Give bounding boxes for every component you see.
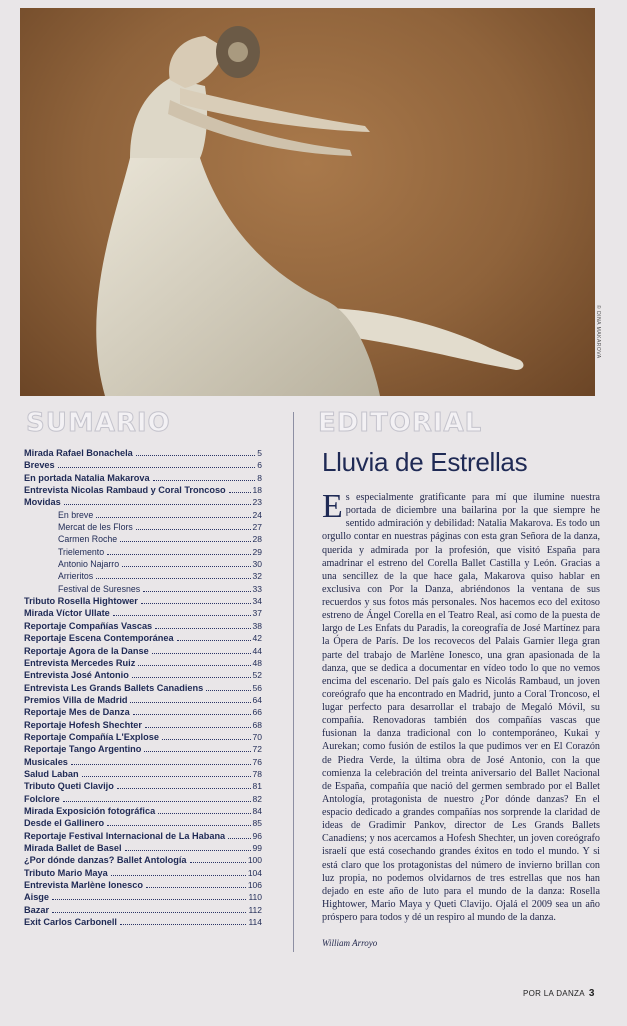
toc-leader-dots: [96, 578, 250, 579]
editorial-text: s especialmente gratificante para mí que ilumine nuestra portada de diciembre una bailarina por la que siempre he sentido admiración y debilidad: Natalia Makarova. Es todo un orgullo contar en nuestras páginas con esta gran Señora de la danza, querida y admirada por la profesión, que visitó España para amadrinar el estreno del Corella Ballet Castilla y León. Gracias a una sencillez de la que hace gala, Makarova quiso hablar en exclusiva con Por la Danza, abriéndonos la ventana de sus recuerdos y sus fotos más personales. Nos hacemos eco del exitoso estreno de Ángel Corella en el Teatro Real, así como de la puesta de largo de Les Enfats du Paradis, la coreografía de José Martínez para la Ópera de París. De los recovecos del Palais Garnier llega gran parte del trabajo de Marlène Ionesco, una gran apasionada de la danza, que se dedica a documentar en vídeo todo lo que no vemos encima del escenario. Del país galo es Nicolás Rambaud, un joven coreógrafo que ha encontrado en Madrid, junto a Coral Troncoso, el lugar perfecto para desarrollar el trabajo de Megaló Móvil, su compañía. Renovadoras también dos compañías vascas que fusionan la danza tradicional con lo contemporáneo, Kukai y Aurekan; como fusión de estilos la que pudimos ver en El Corazón de Piedra Verde, la última obra de José Antonio, con la que comienza la celebración del treinta aniversario del Ballet Nacional de España, compañía que nació del germen sembrado por el Ballet Antología, protagonista de nuestro ¿Por dónde danzas? En el espacio dedicado a grandes compañías nos sorprende la claridad de ideas de Gradimir Pankov, director de Les Grands Ballets Canadiens; y nos acercamos a Hofesh Shechter, un joven coreógrafo israelí que está cosechando grandes éxitos en todo el mundo. Y si está claro que los protagonistas del número de invierno brillan con luz propia, no podemos olvidarnos de tres estrellas que nos han dejado en este año de luto para el mundo de la danza: Rosella Hightower, Mario Maya y Queti Clavijo. Ojalá el 2009 sea un año próspero para todos y dé un respiro al mundo de la danza.: [322, 492, 600, 923]
toc-leader-dots: [52, 899, 246, 900]
toc-entry: [24, 916, 262, 928]
editorial-heading: EDITORIAL: [318, 408, 483, 438]
toc-entry: [24, 632, 262, 644]
cover-photo: [20, 8, 595, 396]
toc-entry: [24, 706, 262, 718]
toc-entry-label: Reportaje Tango Argentino: [24, 744, 142, 755]
sumario-heading: SUMARIO: [26, 408, 171, 438]
toc-entry-label: Reportaje Compañía L'Explose: [24, 731, 159, 742]
toc-entry-page: 104: [247, 867, 262, 878]
toc-entry: [24, 756, 262, 768]
toc-leader-dots: [120, 541, 250, 542]
toc-entry-page: 5: [257, 448, 262, 458]
editorial-body: [322, 488, 600, 924]
toc-leader-dots: [120, 924, 247, 925]
toc-entry: [24, 904, 262, 916]
toc-entry: [24, 854, 262, 866]
toc-entry-page: 38: [252, 620, 262, 631]
toc-leader-dots: [162, 739, 251, 740]
toc-entry: [24, 743, 262, 755]
toc-entry-label: Mirada Exposición fotográfica: [24, 805, 156, 816]
toc-entry-page: 68: [252, 719, 262, 730]
toc-entry-page: 81: [252, 781, 262, 792]
toc-entry: [24, 694, 262, 706]
toc-entry-page: 72: [252, 744, 262, 755]
toc-entry: [24, 879, 262, 891]
toc-entry: [24, 595, 262, 607]
toc-entry-page: 33: [252, 583, 262, 594]
toc-entry: [24, 719, 262, 731]
toc-entry-label: Mercat de les Flors: [58, 522, 133, 533]
toc-entry-label: Mirada Rafael Bonachela: [24, 448, 133, 458]
toc-leader-dots: [141, 603, 251, 604]
toc-entry-page: 66: [252, 707, 262, 718]
toc-leader-dots: [107, 554, 250, 555]
toc-entry: [24, 509, 262, 521]
toc-leader-dots: [145, 727, 251, 728]
toc-entry-label: Entrevista Nicolas Rambaud y Coral Troncoso: [24, 485, 226, 496]
toc-entry: [24, 731, 262, 743]
toc-leader-dots: [133, 714, 251, 715]
toc-leader-dots: [63, 801, 251, 802]
toc-entry-page: 6: [257, 460, 262, 471]
toc-leader-dots: [71, 764, 251, 765]
column-divider: [293, 412, 294, 952]
toc-leader-dots: [152, 653, 251, 654]
page-footer: [523, 988, 595, 999]
toc-leader-dots: [206, 690, 250, 691]
toc-entry-page: 100: [247, 855, 262, 866]
toc-leader-dots: [130, 702, 250, 703]
toc-entry-label: Tributo Rosella Hightower: [24, 596, 138, 607]
toc-entry-label: Arrieritos: [58, 571, 94, 582]
toc-entry: [24, 620, 262, 632]
toc-leader-dots: [158, 813, 250, 814]
toc-entry: [24, 891, 262, 903]
toc-entry: [24, 682, 262, 694]
toc-entry-page: 85: [252, 818, 262, 829]
toc-entry-page: 44: [252, 645, 262, 656]
toc-entry-label: ¿Por dónde danzas? Ballet Antología: [24, 855, 187, 866]
toc-leader-dots: [125, 850, 251, 851]
toc-entry-label: Entrevista José Antonio: [24, 670, 129, 681]
toc-leader-dots: [136, 529, 251, 530]
drop-cap: E: [322, 488, 343, 525]
toc-leader-dots: [190, 862, 246, 863]
toc-entry: [24, 657, 262, 669]
toc-entry-page: 78: [252, 768, 262, 779]
toc-leader-dots: [229, 492, 251, 493]
toc-entry: [24, 533, 262, 545]
toc-entry-label: Reportaje Festival Internacional de La Habana: [24, 830, 226, 841]
toc-leader-dots: [153, 480, 256, 481]
toc-entry-page: 110: [248, 892, 262, 903]
toc-entry-label: Entrevista Marlène Ionesco: [24, 880, 143, 891]
toc-leader-dots: [58, 467, 256, 468]
toc-entry: [24, 521, 262, 533]
toc-entry: [24, 645, 262, 657]
toc-leader-dots: [138, 665, 250, 666]
toc-entry-page: 42: [252, 633, 262, 644]
toc-entry-label: Mirada Ballet de Basel: [24, 843, 122, 853]
toc-entry-page: 76: [252, 756, 262, 767]
toc-leader-dots: [52, 912, 246, 913]
toc-entry-page: 64: [252, 694, 262, 705]
toc-entry-page: 8: [257, 472, 262, 483]
toc-leader-dots: [132, 677, 251, 678]
toc-entry-label: Breves: [24, 460, 55, 471]
toc-entry-label: Reportaje Agora de la Danse: [24, 645, 149, 656]
toc-entry: [24, 570, 262, 582]
toc-entry-label: Tributo Mario Maya: [24, 867, 108, 878]
toc-entry-label: Tributo Queti Clavijo: [24, 781, 114, 792]
toc-entry-label: Trielemento: [58, 546, 105, 557]
toc-leader-dots: [136, 455, 256, 456]
toc-entry-label: En breve: [58, 509, 94, 520]
toc-leader-dots: [144, 751, 250, 752]
toc-entry-label: Movidas: [24, 497, 61, 508]
toc-entry-page: 18: [252, 485, 262, 496]
toc-leader-dots: [228, 838, 250, 839]
toc-entry: [24, 780, 262, 792]
toc-leader-dots: [111, 875, 246, 876]
toc-entry-page: 114: [248, 917, 262, 928]
toc-entry: [24, 546, 262, 558]
toc-entry-page: 28: [252, 534, 262, 545]
toc-leader-dots: [64, 504, 251, 505]
toc-entry: [24, 447, 262, 459]
photo-credit: © DINA MAKAROVA: [595, 305, 601, 359]
toc-entry-label: Bazar: [24, 904, 50, 915]
toc-entry-label: Folclore: [24, 793, 60, 804]
toc-entry-label: Reportaje Escena Contemporánea: [24, 633, 174, 644]
toc-leader-dots: [113, 615, 251, 616]
toc-entry: [24, 867, 262, 879]
toc-entry-label: Salud Laban: [24, 768, 79, 779]
toc-entry-label: Antonio Najarro: [58, 559, 120, 570]
toc-leader-dots: [143, 591, 250, 592]
toc-entry: [24, 805, 262, 817]
toc-entry: [24, 793, 262, 805]
toc-entry-label: Reportaje Hofesh Shechter: [24, 719, 142, 730]
toc-entry-page: 48: [252, 657, 262, 668]
toc-entry: [24, 558, 262, 570]
toc-entry-page: 27: [252, 522, 262, 533]
toc-entry: [24, 484, 262, 496]
toc-entry-label: En portada Natalia Makarova: [24, 472, 150, 483]
toc-entry-label: Reportaje Compañías Vascas: [24, 620, 153, 631]
toc-entry-page: 82: [252, 793, 262, 804]
toc-entry-page: 96: [252, 830, 262, 841]
toc-entry-page: 52: [252, 670, 262, 681]
toc-entry-label: Aisge: [24, 892, 50, 903]
toc-entry-page: 24: [252, 509, 262, 520]
toc-entry: [24, 830, 262, 842]
toc-entry-page: 30: [252, 559, 262, 570]
dancer-illustration: [20, 8, 595, 396]
toc-entry-page: 70: [252, 731, 262, 742]
toc-leader-dots: [117, 788, 251, 789]
toc-entry-page: 29: [252, 546, 262, 557]
toc-leader-dots: [146, 887, 246, 888]
toc-entry-label: Exit Carlos Carbonell: [24, 917, 117, 928]
editorial-title: Lluvia de Estrellas: [322, 447, 528, 477]
toc-entry-label: Reportaje Mes de Danza: [24, 707, 130, 718]
toc-entry-label: Entrevista Les Grands Ballets Canadiens: [24, 682, 204, 693]
toc-entry-label: Musicales: [24, 756, 68, 767]
magazine-name: POR LA DANZA: [523, 989, 585, 998]
toc-leader-dots: [155, 628, 250, 629]
toc-entry: [24, 583, 262, 595]
toc-entry-page: 34: [252, 596, 262, 607]
toc-entry: [24, 817, 262, 829]
toc-leader-dots: [96, 517, 250, 518]
toc-leader-dots: [82, 776, 251, 777]
page-number: 3: [588, 988, 595, 999]
toc-entry-label: Desde el Gallinero: [24, 818, 105, 829]
toc-entry-page: 23: [252, 497, 262, 508]
toc-entry-page: 99: [252, 843, 262, 853]
toc-entry-page: 84: [252, 805, 262, 816]
toc-entry-label: Carmen Roche: [58, 534, 118, 545]
toc-entry-label: Entrevista Mercedes Ruiz: [24, 657, 136, 668]
toc-leader-dots: [122, 566, 250, 567]
toc-entry: [24, 496, 262, 508]
toc-entry-page: 56: [252, 682, 262, 693]
toc-leader-dots: [177, 640, 251, 641]
table-of-contents: [24, 447, 262, 928]
toc-leader-dots: [107, 825, 250, 826]
toc-entry-page: 112: [248, 904, 262, 915]
toc-entry: [24, 472, 262, 484]
toc-entry-page: 106: [247, 880, 262, 891]
toc-entry: [24, 607, 262, 619]
toc-entry-page: 37: [252, 608, 262, 619]
toc-entry-label: Mirada Víctor Ullate: [24, 608, 110, 619]
toc-entry-label: Festival de Suresnes: [58, 583, 141, 594]
toc-entry-page: 32: [252, 571, 262, 582]
toc-entry: [24, 669, 262, 681]
editorial-signature: William Arroyo: [322, 938, 378, 948]
toc-entry: [24, 459, 262, 471]
toc-entry: [24, 768, 262, 780]
toc-entry-label: Premios Villa de Madrid: [24, 694, 128, 705]
toc-entry: [24, 842, 262, 854]
